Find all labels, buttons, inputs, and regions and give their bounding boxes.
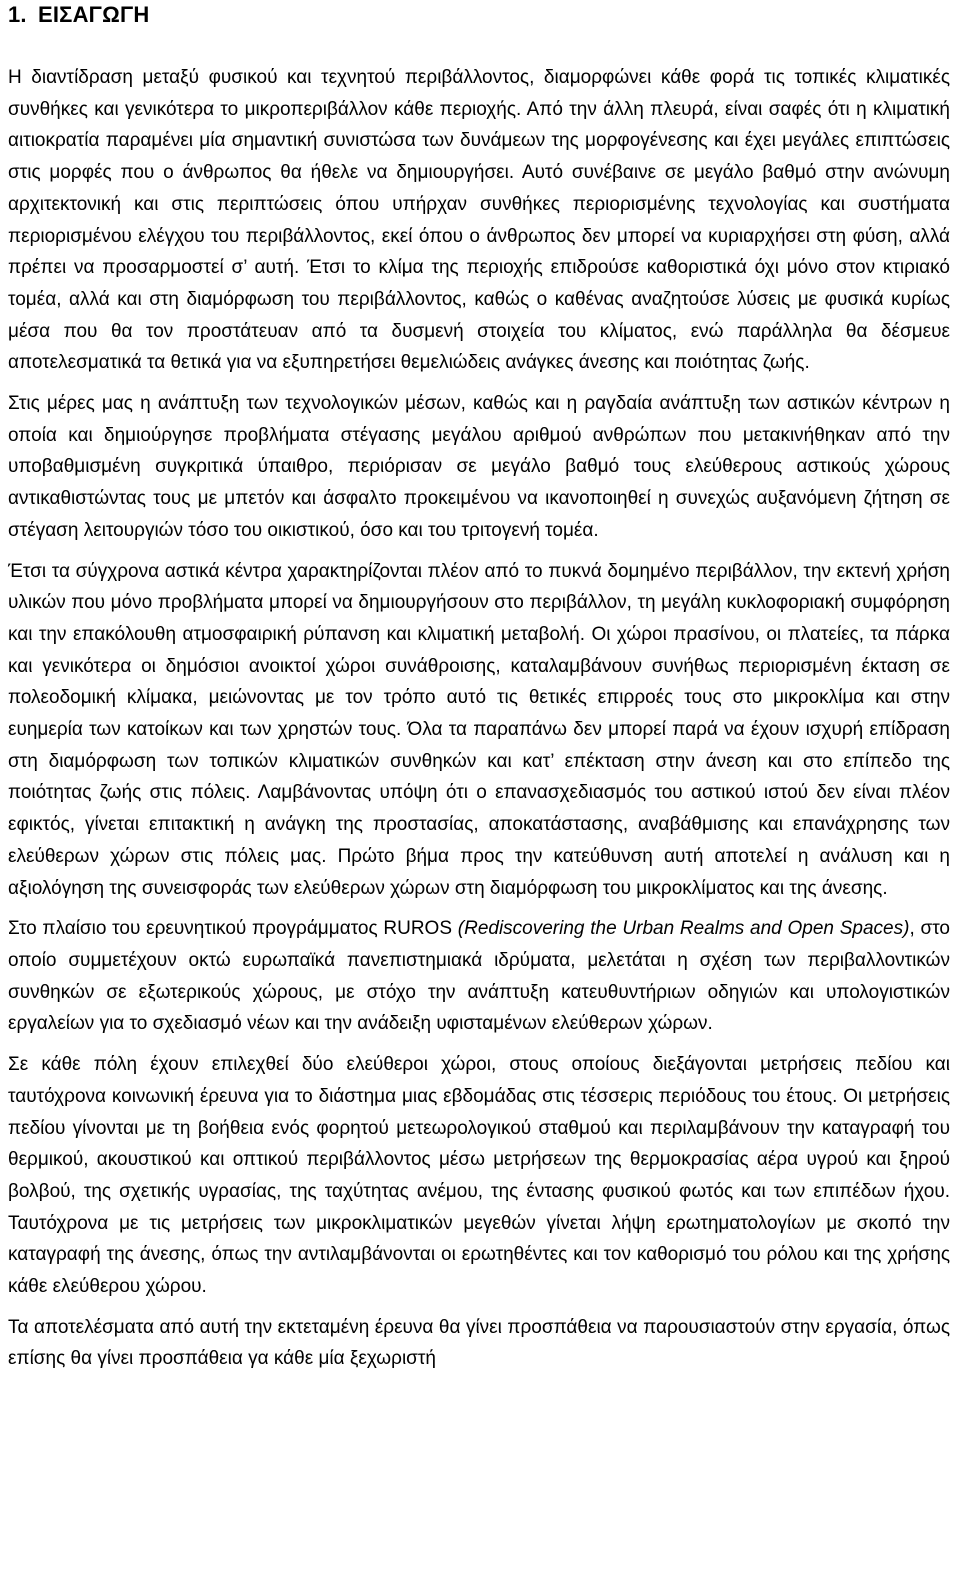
paragraph-urban-development: Στις μέρες μας η ανάπτυξη των τεχνολογικών μέσων, καθώς και η ραγδαία ανάπτυξη των αστικών κέντρων η οποία και δημιούργησε προβλήματα στέγασης μεγάλου αριθμού ανθρώπων που μετακινήθηκαν από την υποβαθμισμένη συγκριτικά ύπαιθρο, περιόρισαν σε μεγάλο βαθμό τους ελεύθερους αστικούς χώρους αντικαθιστώντας τους με μπετόν και άσφαλτο προκειμένου να ικανοποιηθεί η συνεχώς αυξανόμενη ζήτηση σε στέγαση λειτουργιών τόσο του οικιστικού, όσο και του τριτογενή τομέα. <box>8 393 950 541</box>
ruros-text-before: Στο πλαίσιο του ερευνητικού προγράμματος RUROS <box>8 918 458 940</box>
section-heading <box>8 0 950 28</box>
paragraph-results: Τα αποτελέσματα από αυτή την εκτεταμένη έρευνα θα γίνει προσπάθεια να παρουσιαστούν στην εργασία, όπως επίσης θα γίνει προσπάθεια γα κάθε μία ξεχωριστή <box>8 1316 950 1370</box>
paragraph-ruros <box>8 913 950 1040</box>
paragraph-intro: Η διαντίδραση μεταξύ φυσικού και τεχνητού περιβάλλοντος, διαμορφώνει κάθε φορά τις τοπικές κλιματικές συνθήκες και γενικότερα το μικροπεριβάλλον κάθε περιοχής. Από την άλλη πλευρά, είναι σαφές ότι η κλιματική αιτιοκρατία παραμένει μία σημαντική συνιστώσα των δυνάμεων της μορφογένεσης και έχει μεγάλες επιπτώσεις στις μορφές που ο άνθρωπος θα ήθελε να δημιουργήσει. Αυτό συνέβαινε σε μεγάλο βαθμό στην ανώνυμη αρχιτεκτονική και στις περιπτώσεις όπου υπήρχαν συνθήκες περιορισμένης τεχνολογίας και συστήματα περιορισμένου ελέγχου του περιβάλλοντος, εκεί όπου ο άνθρωπος δεν μπορεί να κυριαρχήσει στη φύση, αλλά πρέπει να προσαρμοστεί σ’ αυτή. Έτσι το κλίμα της περιοχής επιδρούσε καθοριστικά όχι μόνο στον κτιριακό τομέα, αλλά και στη διαμόρφωση του περιβάλλοντος, καθώς ο καθένας αναζητούσε λύσεις με φυσικά κυρίως μέσα που θα τον προστάτευαν από τα δυσμενή στοιχεία του κλίματος, ενώ παράλληλα θα δέσμευε αποτελεσματικά τα θετικά για να εξυπηρετήσει θεμελιώδεις ανάγκες άνεσης και ποιότητας ζωής. <box>8 67 950 374</box>
ruros-title-italic: (Rediscovering the Urban Realms and Open Spaces) <box>457 918 910 940</box>
document-page <box>8 0 950 1375</box>
section-title: ΕΙΣΑΓΩΓΗ <box>38 2 150 27</box>
paragraph-measurements: Σε κάθε πόλη έχουν επιλεχθεί δύο ελεύθεροι χώροι, στους οποίους διεξάγονται μετρήσεις πεδίου και ταυτόχρονα κοινωνική έρευνα για το διάστημα μιας εβδομάδας στις τέσσερις περιόδους του έτους. Οι μετρήσεις πεδίου γίνονται με τη βοήθεια ενός φορητού μετεωρολογικού σταθμού και περιλαμβάνουν την καταγραφή του θερμικού, ακουστικού και οπτικού περιβάλλοντος μέσω μετρήσεων της θερμοκρασίας αέρα υγρού και ξηρού βολβού, της σχετικής υγρασίας, της ταχύτητας ανέμου, της έντασης φυσικού φωτός και των επιπέδων ήχου. Ταυτόχρονα με τις μετρήσεις των μικροκλιματικών μεγεθών γίνεται λήψη ερωτηματολογίων με σκοπό την καταγραφή της άνεσης, όπως την αντιλαμβάνονται οι ερωτηθέντες και τον καθορισμό του ρόλου και της χρήσης κάθε ελεύθερου χώρου. <box>8 1054 950 1298</box>
paragraph-urban-centers: Έτσι τα σύγχρονα αστικά κέντρα χαρακτηρίζονται πλέον από το πυκνά δομημένο περιβάλλον, την εκτενή χρήση υλικών που μόνο προβλήματα μπορεί να δημιουργήσουν στο περιβάλλον, τη μεγάλη κυκλοφοριακή συμφόρηση και την επακόλουθη ατμοσφαιρική ρύπανση και κλιματική μεταβολή. Οι χώροι πρασίνου, οι πλατείες, τα πάρκα και γενικότερα οι δημόσιοι ανοικτοί χώροι συνάθροισης, καταλαμβάνουν συνήθως περιορισμένη έκταση σε πολεοδομική κλίμακα, μειώνοντας με τον τρόπο αυτό τις θετικές επιρροές τους στο μικροκλίμα και στην ευημερία των κατοίκων και των χρηστών τους. Όλα τα παραπάνω δεν μπορεί παρά να έχουν ισχυρή επίδραση στη διαμόρφωση των τοπικών κλιματικών συνθηκών και κατ’ επέκταση στην άνεση και στο επίπεδο της ποιότητας ζωής στις πόλεις. Λαμβάνοντας υπόψη ότι ο επανασχεδιασμός του αστικού ιστού δεν είναι πλέον εφικτός, γίνεται επιτακτική η ανάγκη της προστασίας, αποκατάστασης, αναβάθμισης και επανάχρησης των ελεύθερων χώρων στις πόλεις μας. Πρώτο βήμα προς την κατεύθυνση αυτή αποτελεί η ανάλυση και η αξιολόγηση της συνεισφοράς των ελεύθερων χώρων στη διαμόρφωση του μικροκλίματος και της άνεσης. <box>8 560 950 899</box>
ruros-text-after: , στο οποίο συμμετέχουν οκτώ ευρωπαϊκά πανεπιστημιακά ιδρύματα, μελετάται η σχέση των περιβαλλοντικών συνθηκών σε εξωτερικούς χώρους, με στόχο την ανάπτυξη κατευθυντήριων οδηγιών και υπολογιστικών εργαλείων για το σχεδιασμό νέων και την ανάδειξη υφισταμένων ελεύθερων χώρων. <box>8 918 950 1035</box>
section-number: 1. <box>8 2 27 27</box>
